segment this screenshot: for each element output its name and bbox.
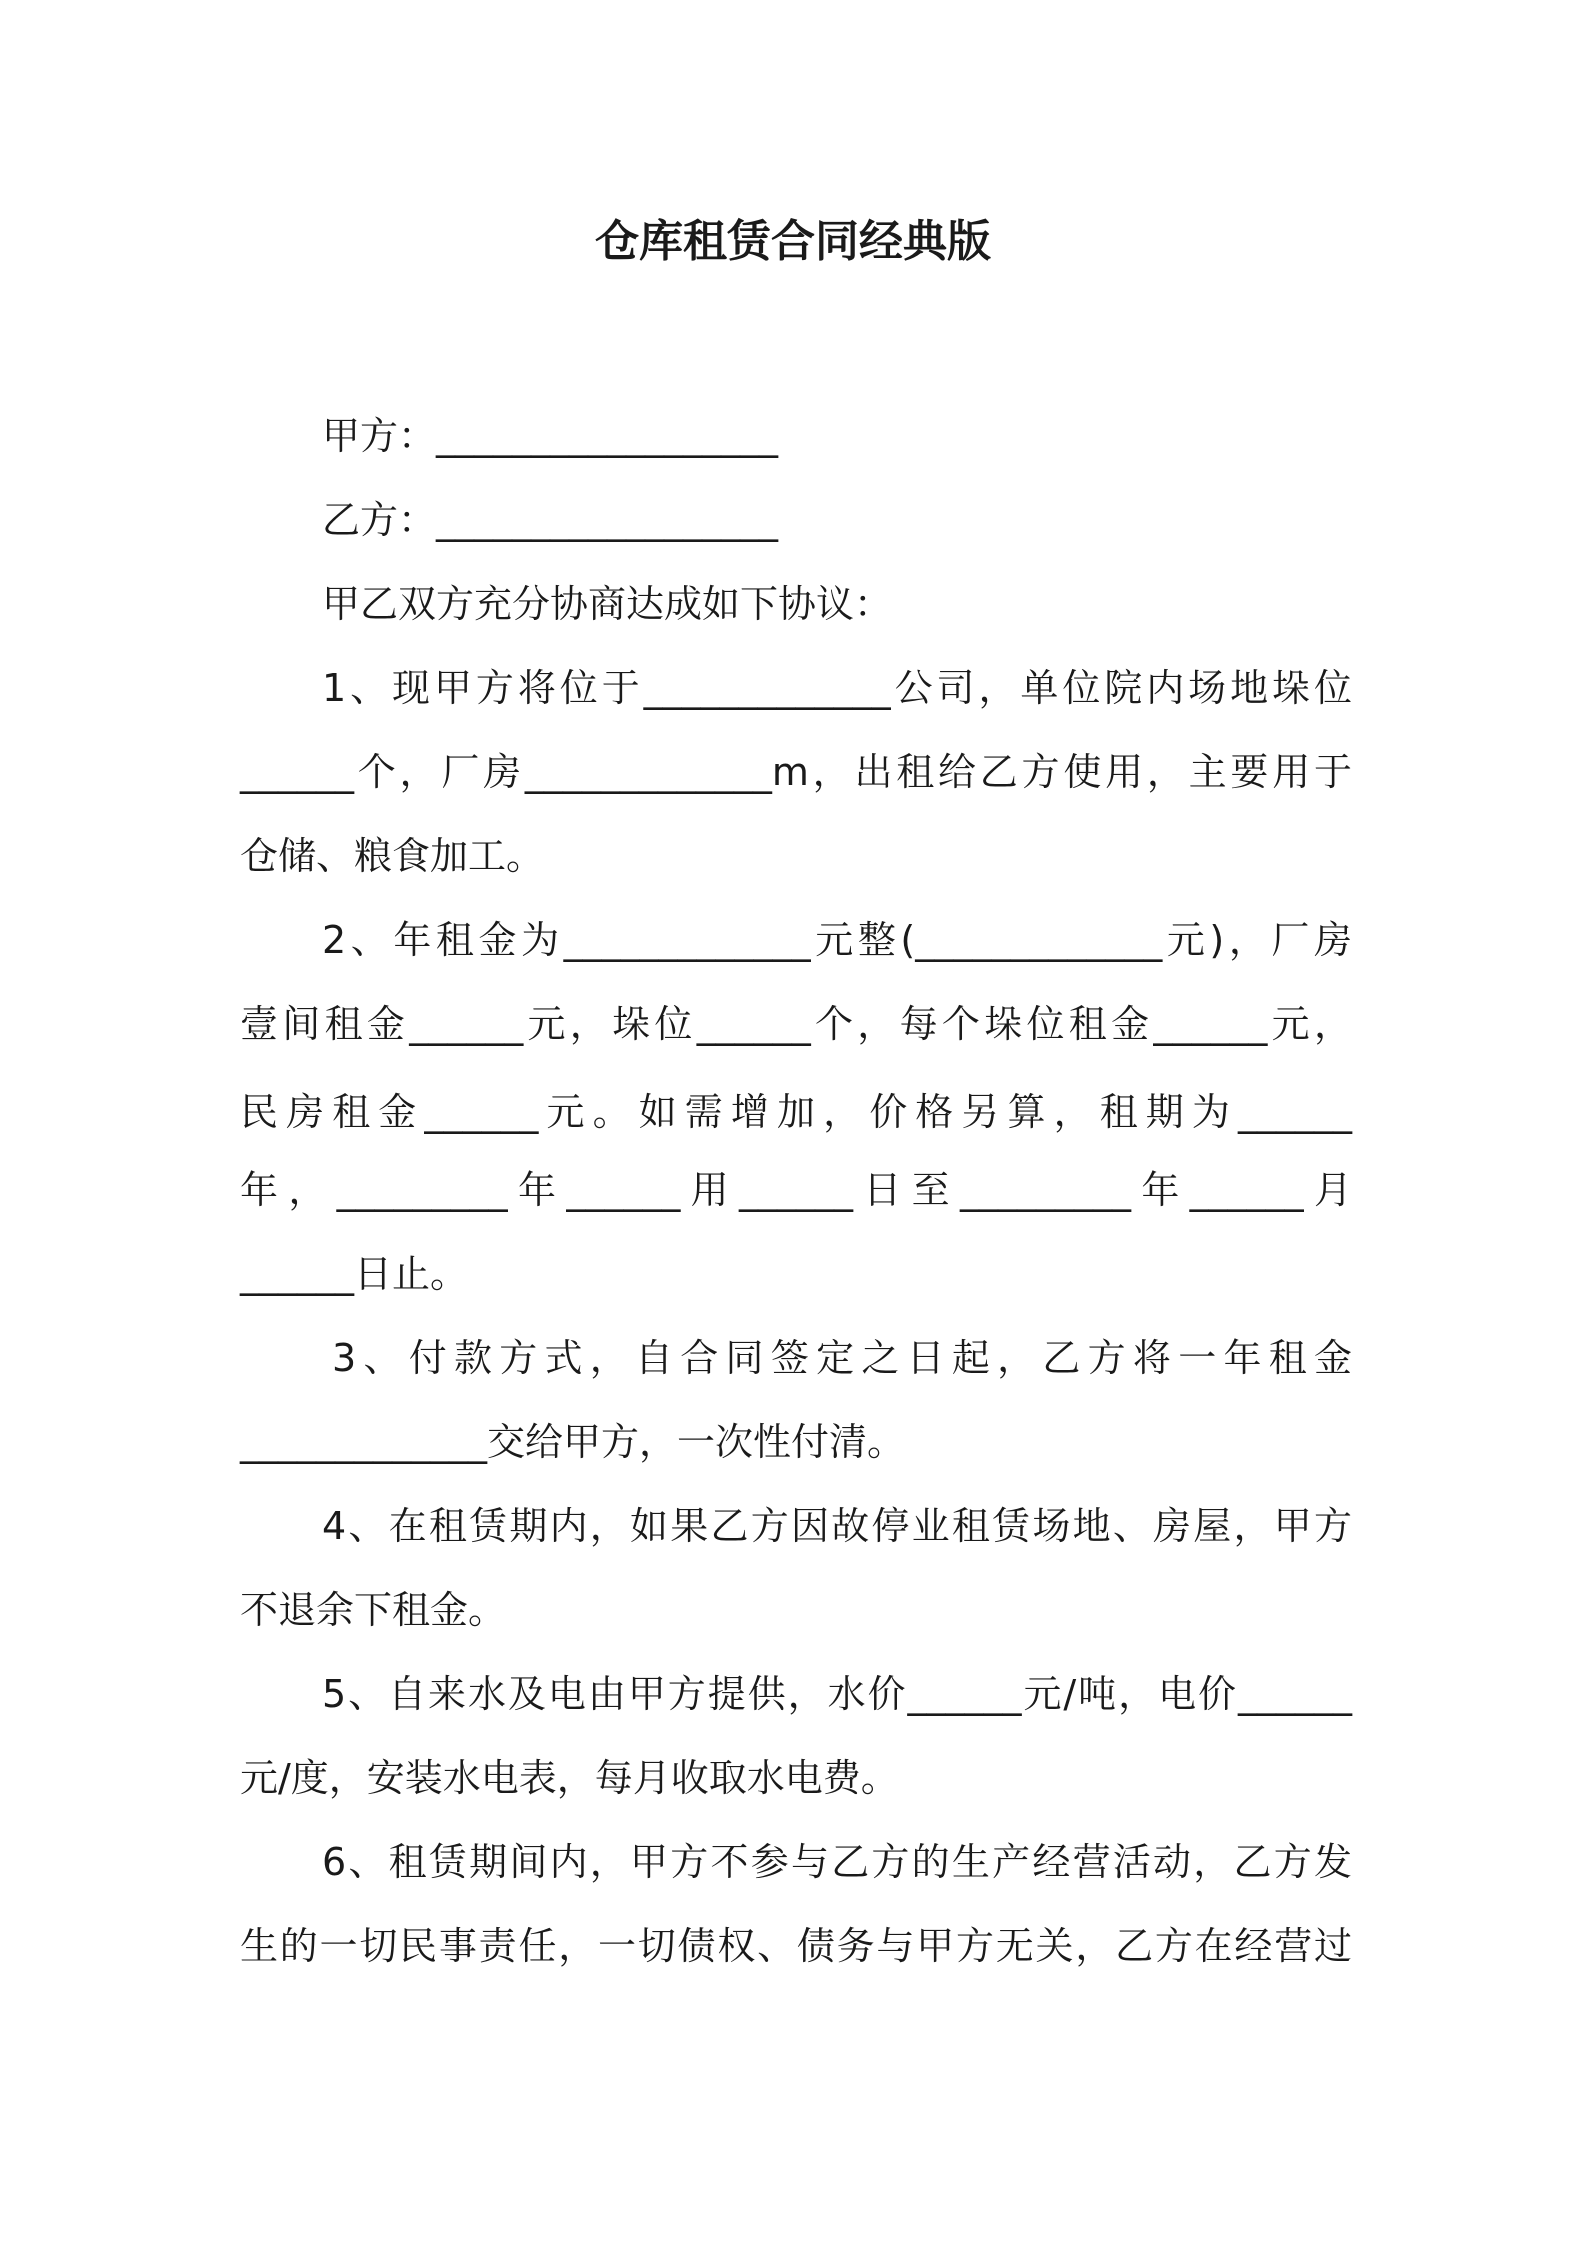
- clause-5-line-2: 元/度，安装水电表，每月收取水电费。: [240, 1756, 899, 1800]
- clause-6-line-1: 6、租赁期间内，甲方不参与乙方的生产经营活动，乙方发: [322, 1840, 1352, 1884]
- party-a-line: 甲方：__________________: [322, 414, 779, 458]
- agreement-intro-line: 甲乙双方充分协商达成如下协议：: [322, 582, 893, 626]
- clause-5-line-1: 5、自来水及电由甲方提供，水价______元/吨，电价______: [322, 1672, 1352, 1716]
- clause-3-line-2: _____________交给甲方，一次性付清。: [240, 1420, 906, 1464]
- clause-4-line-2: 不退余下租金。: [240, 1588, 507, 1632]
- clause-2-line-3: 民房租金______元。如需增加，价格另算，租期为______: [240, 1090, 1352, 1134]
- clause-2-line-1: 2、年租金为_____________元整(_____________元)，厂房: [322, 918, 1352, 962]
- clause-1-line-1: 1、现甲方将位于_____________公司，单位院内场地垛位: [322, 666, 1352, 710]
- clause-6-line-2: 生的一切民事责任，一切债权、债务与甲方无关，乙方在经营过: [240, 1924, 1352, 1968]
- clause-1-line-3: 仓储、粮食加工。: [240, 834, 545, 878]
- clause-2-line-2: 壹间租金______元，垛位______个，每个垛位租金______元，: [240, 1002, 1352, 1046]
- clause-2-line-4: 年，_________年______用______日至_________年______月: [240, 1168, 1352, 1212]
- clause-4-line-1: 4、在租赁期内，如果乙方因故停业租赁场地、房屋，甲方: [322, 1504, 1352, 1548]
- clause-1-line-2: ______个，厂房_____________m，出租给乙方使用，主要用于: [240, 750, 1352, 794]
- clause-2-line-5: ______日止。: [240, 1252, 469, 1296]
- clause-3-line-1: 3、付款方式，自合同签定之日起，乙方将一年租金: [332, 1336, 1352, 1380]
- document-title: 仓库租赁合同经典版: [595, 216, 991, 267]
- party-b-line: 乙方：__________________: [322, 498, 779, 542]
